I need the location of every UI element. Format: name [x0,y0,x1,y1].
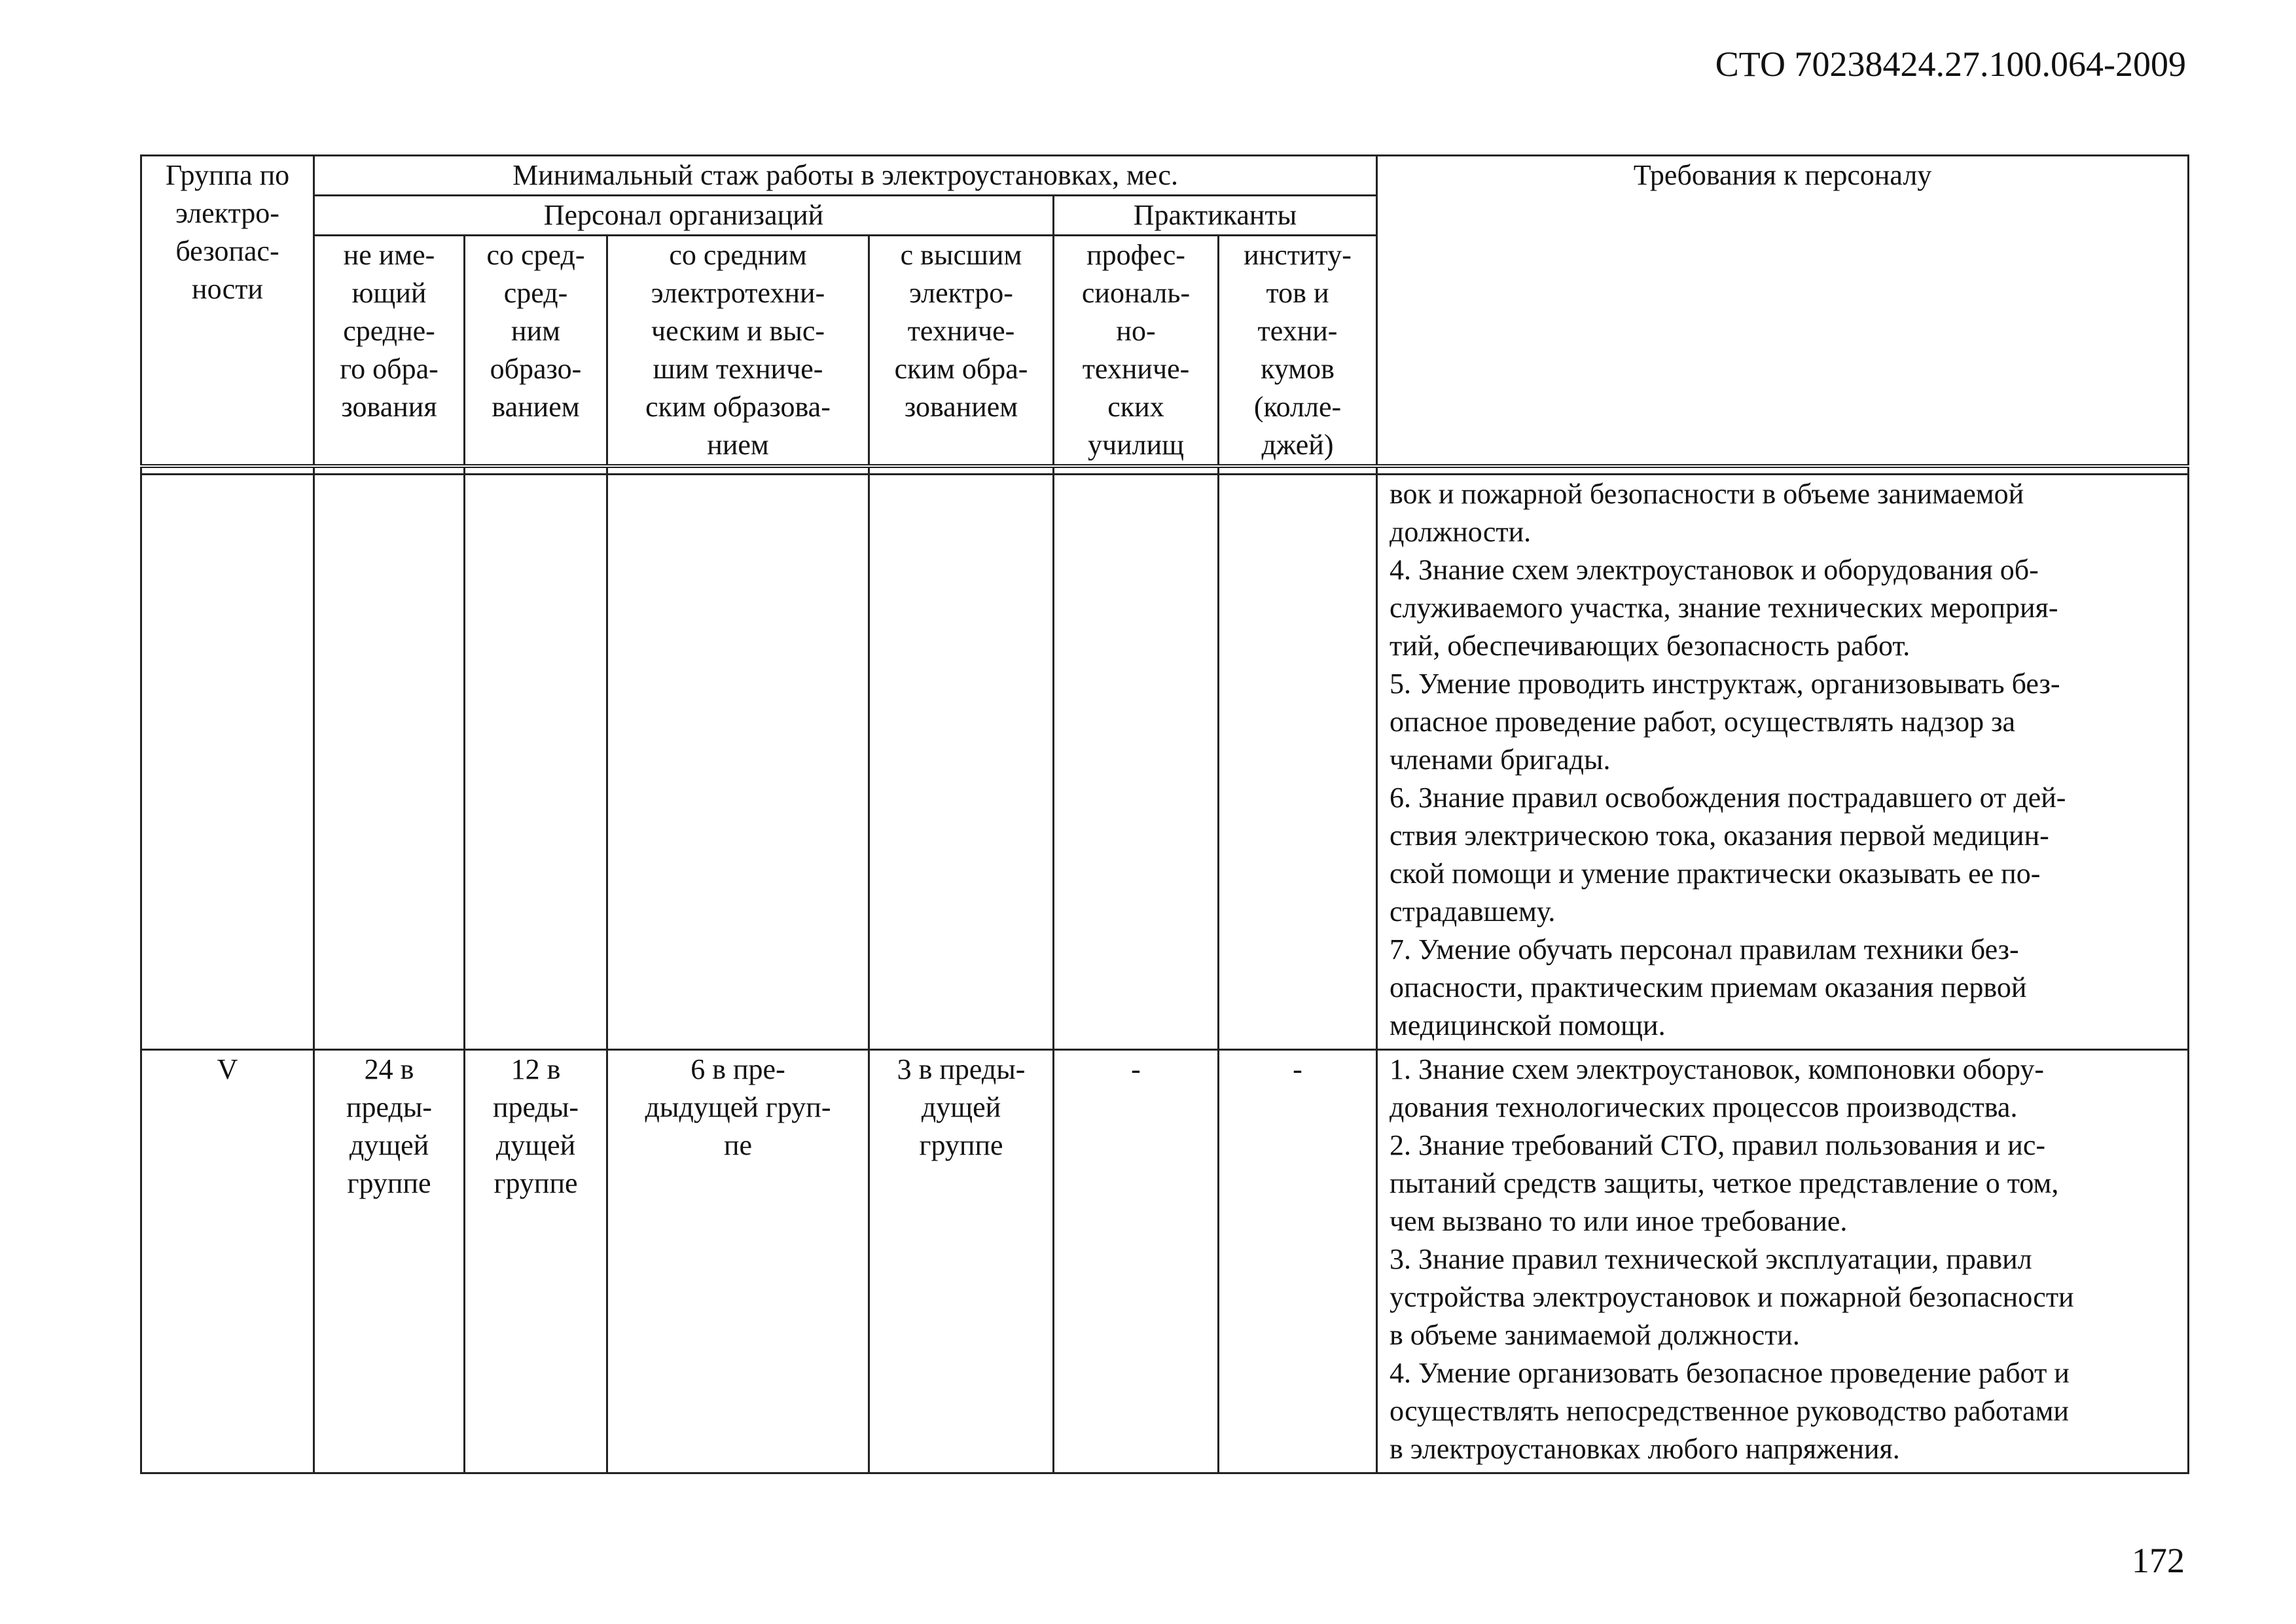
header-row-1 [141,156,2189,196]
cell-higher-electro-v: 3 в преды- дущей группе [869,1050,1054,1473]
header-requirements: Требования к персоналу [1377,156,2189,467]
cell-vocational [1054,475,1219,1050]
header-org-staff: Персонал организаций [314,196,1054,236]
cell-vocational-v: - [1054,1050,1219,1473]
header-group: Группа по электро- безопас- ности [141,156,314,467]
cell-institutes [1219,475,1377,1050]
cell-secondary-electro [607,475,869,1050]
cell-secondary-v: 12 в преды- дущей группе [465,1050,607,1473]
cell-requirements-v: 1. Знание схем электроустановок, компоновки обору- дования технологических процессов производства. 2. Знание требований СТО, правил пользования и ис- пытаний средств защиты, четкое представление о том, чем вызвано то или иное требование. 3. Знание правил технической эксплуатации, правил устройства электроустановок и пожарной безопасности в объеме занимаемой должности. 4. Умение организовать безопасное проведение работ и осуществлять непосредственное руководство работами в электроустановках любого напряжения. [1377,1050,2189,1473]
cell-group-v: V [141,1050,314,1473]
header-col-vocational: профес- сиональ- но- техниче- ских училищ [1054,236,1219,467]
header-col-higher-electro: с высшим электро- техниче- ским обра- зованием [869,236,1054,467]
header-separator [869,466,1054,475]
header-separator [1054,466,1219,475]
qualification-table [140,154,2189,1474]
document-code: СТО 70238424.27.100.064-2009 [1715,45,2186,84]
cell-secondary [465,475,607,1050]
cell-group [141,475,314,1050]
cell-institutes-v: - [1219,1050,1377,1473]
header-trainees: Практиканты [1054,196,1377,236]
cell-higher-electro [869,475,1054,1050]
cell-no-secondary-v: 24 в преды- дущей группе [314,1050,465,1473]
header-separator [1219,466,1377,475]
cell-secondary-electro-v: 6 в пре- дыдущей груп- пе [607,1050,869,1473]
header-col-secondary: со сред- сред- ним образо- ванием [465,236,607,467]
header-separator [314,466,465,475]
page-number: 172 [2132,1541,2185,1580]
cell-no-secondary [314,475,465,1050]
header-min-experience: Минимальный стаж работы в электроустановках, мес. [314,156,1377,196]
header-separator [1377,466,2189,475]
table-row-continuation [141,475,2189,1050]
header-separator [607,466,869,475]
header-col-no-secondary: не име- ющий средне- го обра- зования [314,236,465,467]
cell-requirements-continuation: вок и пожарной безопасности в объеме занимаемой должности. 4. Знание схем электроустановок и оборудования об- служиваемого участка, знание технических мероприя- тий, обеспечивающих безопасность работ. 5. Умение проводить инструктаж, организовывать без- опасное проведение работ, осуществлять надзор за членами бригады. 6. Знание правил освобождения пострадавшего от дей- ствия электрическою тока, оказания первой медицин- ской помощи и умение практически оказывать ее по- страдавшему. 7. Умение обучать персонал правилам техники без- опасности, практическим приемам оказания первой медицинской помощи. [1377,475,2189,1050]
header-col-institutes: институ- тов и техни- кумов (колле- джей) [1219,236,1377,467]
header-separator [141,466,314,475]
header-separator-row [141,466,2189,475]
table-row-group-v [141,1050,2189,1473]
header-col-secondary-electro: со средним электротехни- ческим и выс- шим техниче- ским образова- нием [607,236,869,467]
header-separator [465,466,607,475]
